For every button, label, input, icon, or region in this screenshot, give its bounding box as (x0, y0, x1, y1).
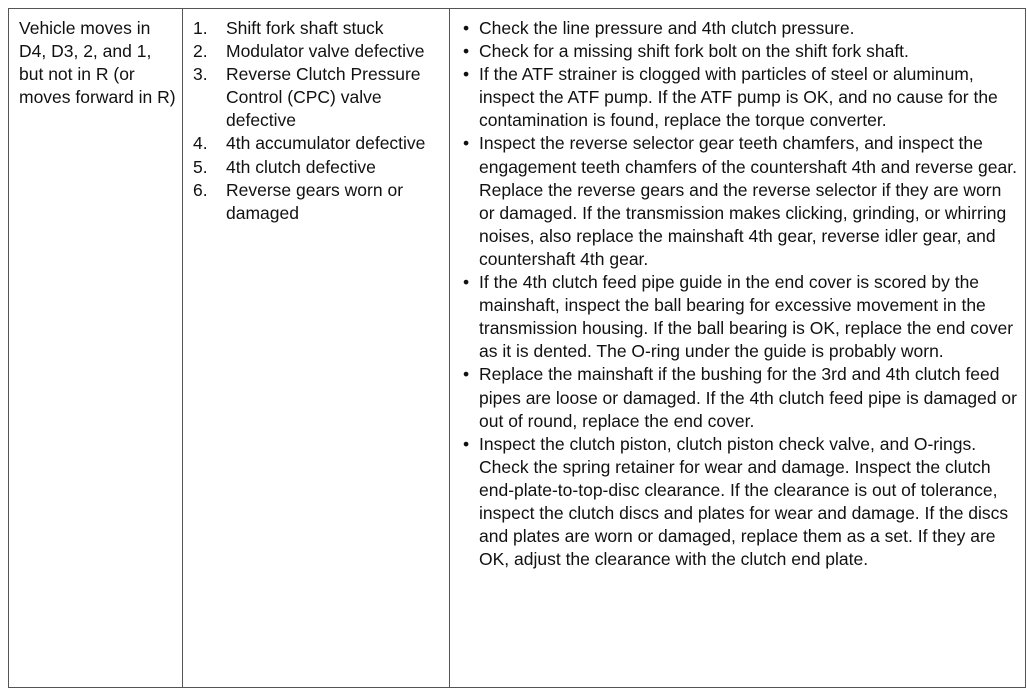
check-item: • Check for a missing shift fork bolt on the shift fork shaft. (460, 40, 1019, 63)
cause-text: 4th clutch defective (226, 156, 376, 177)
symptom-cell (9, 9, 182, 687)
cause-number: 1. (193, 18, 208, 38)
cause-number: 6. (193, 179, 208, 200)
probable-cause-cell (182, 9, 450, 687)
check-item: • Inspect the clutch piston, clutch piston check valve, and O-rings. Check the spring retainer for wear and damage. Inspect the clutch end-plate-to-top-disc clearance. If the clearance is out of tolerance, inspect the clutch discs and plates for wear and damage. If the discs and plates are worn or damaged, replace them as a set. If they are OK, adjust the clearance with the clutch end plate. (460, 433, 1019, 572)
cause-number: 2. (193, 41, 208, 62)
cause-number: 5. (193, 156, 208, 177)
symptom-text: Vehicle moves in D4, D3, 2, and 1, but not in R (or moves forward in R) (19, 18, 176, 108)
cause-item (191, 156, 446, 179)
check-item: • Replace the mainshaft if the bushing for the 3rd and 4th clutch feed pipes are loose or damaged. If the 4th clutch feed pipe is damaged or out of round, replace the end cover. (460, 363, 1019, 432)
cause-text: Reverse Clutch Pressure Control (CPC) valve defective (226, 64, 421, 131)
check-item: • If the 4th clutch feed pipe guide in the end cover is scored by the mainshaft, inspect the ball bearing for excessive movement in the transmission housing. If the ball bearing is OK, replace the end cover as it is dented. The O-ring under the guide is probably worn. (460, 271, 1019, 363)
cause-number: 3. (193, 64, 208, 85)
check-repair-cell (449, 9, 1025, 687)
cause-item (191, 132, 446, 155)
cause-text: 4th accumulator defective (226, 133, 426, 154)
cause-text: Shift fork shaft stuck (226, 18, 384, 38)
check-list (450, 9, 1025, 571)
check-item: • Inspect the reverse selector gear teeth chamfers, and inspect the engagement teeth chamfers of the countershaft 4th and reverse gear. Replace the reverse gears and the reverse selector if they are worn or damaged. If the transmission makes clicking, grinding, or whirring noises, also replace the mainshaft 4th gear, reverse idler gear, and countershaft 4th gear. (460, 132, 1019, 271)
cause-item (191, 40, 446, 63)
cause-number: 4. (193, 133, 208, 154)
cause-item (191, 179, 446, 225)
cause-list (183, 9, 450, 225)
check-item: • Check the line pressure and 4th clutch pressure. (460, 17, 1019, 40)
troubleshooting-table (8, 8, 1026, 688)
cause-text: Modulator valve defective (226, 41, 425, 62)
cause-item (191, 63, 446, 132)
cause-item (191, 17, 446, 40)
cause-text: Reverse gears worn or damaged (226, 179, 404, 223)
check-item: • If the ATF strainer is clogged with particles of steel or aluminum, inspect the ATF pump. If the ATF pump is OK, and no cause for the contamination is found, replace the torque converter. (460, 63, 1019, 132)
